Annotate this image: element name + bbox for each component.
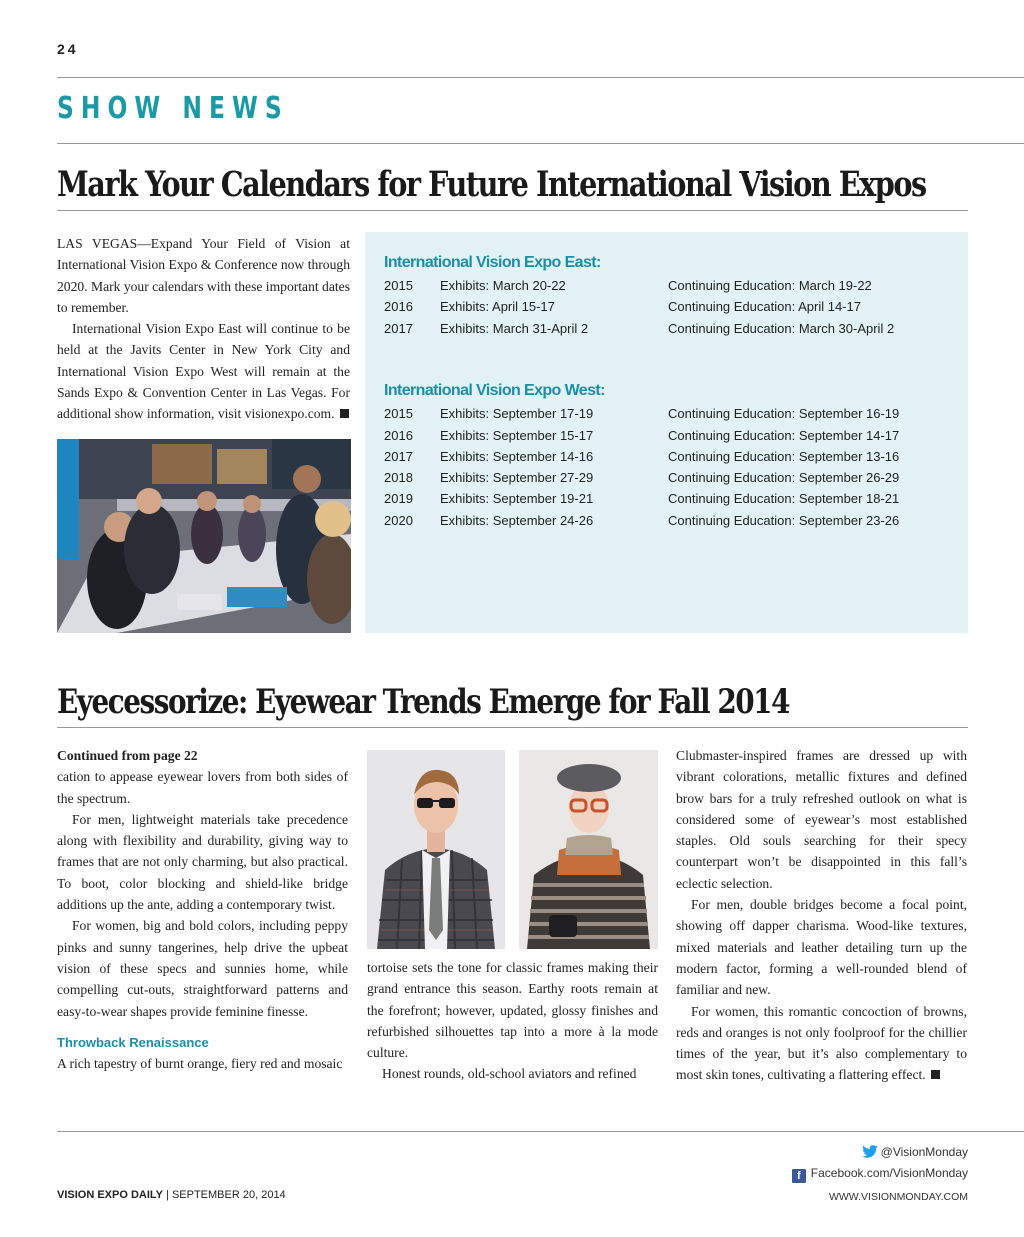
womens-eyewear-illustration bbox=[519, 750, 658, 949]
article2-column-1 bbox=[57, 745, 348, 1074]
education-dates: Continuing Education: September 23-26 bbox=[668, 513, 900, 528]
year: 2017 bbox=[384, 449, 413, 464]
facebook-link-text: Facebook.com/VisionMonday bbox=[810, 1166, 968, 1180]
west-row bbox=[384, 470, 964, 491]
col1-paragraph: For men, lightweight materials take precedence along with flexibility and durability, giving way to frames that are not only charming, but also practical. To boot, color blocking and shield-like bridge additions up the ante, adding a contemporary twist. bbox=[57, 811, 348, 913]
exhibits-dates: Exhibits: September 17-19 bbox=[440, 406, 594, 421]
education-dates: Continuing Education: September 16-19 bbox=[668, 406, 900, 421]
twitter-handle[interactable] bbox=[862, 1145, 968, 1159]
womens-eyewear-photo bbox=[519, 750, 658, 949]
article2-column-3 bbox=[676, 745, 967, 1086]
east-row bbox=[384, 299, 964, 320]
exhibits-dates: Exhibits: April 15-17 bbox=[440, 299, 555, 314]
section-rule bbox=[57, 143, 1024, 144]
mens-eyewear-photo bbox=[367, 750, 505, 949]
col2-paragraph: tortoise sets the tone for classic frames making their grand entrance this season. Earthy roots remain at the forefront; however, updated, glossy finishes and refurbished silhouettes tap into a more à la mode culture. bbox=[367, 960, 658, 1061]
east-row bbox=[384, 278, 964, 299]
education-dates: Continuing Education: September 14-17 bbox=[668, 428, 900, 443]
education-dates: Continuing Education: April 14-17 bbox=[668, 299, 861, 314]
year: 2017 bbox=[384, 321, 413, 336]
education-dates: Continuing Education: September 26-29 bbox=[668, 470, 900, 485]
intro-paragraph-2: International Vision Expo East will continue to be held at the Javits Center in New York City and International Vision Expo West will remain at the Sands Expo & Convention Center in Las Vegas. For additional show information, visit visionexpo.com. bbox=[57, 321, 350, 422]
west-row bbox=[384, 513, 964, 534]
footer-rule bbox=[57, 1131, 1024, 1132]
west-row bbox=[384, 406, 964, 427]
expo-dates-box bbox=[365, 232, 968, 633]
col3-paragraph: Clubmaster-inspired frames are dressed up with vibrant colorations, metallic fixtures and defined brow bars for a truly refreshed outlook on what is considered some of eyewear’s most established staples. Old souls searching for their specy counterpart won’t be disappointed in this fall’s eclectic selection. bbox=[676, 748, 967, 891]
year: 2019 bbox=[384, 491, 413, 506]
west-row bbox=[384, 491, 964, 512]
col1-paragraph: A rich tapestry of burnt orange, fiery red and mosaic bbox=[57, 1055, 343, 1071]
year: 2016 bbox=[384, 299, 413, 314]
education-dates: Continuing Education: March 30-April 2 bbox=[668, 321, 895, 336]
publication-date: SEPTEMBER 20, 2014 bbox=[171, 1189, 286, 1201]
education-dates: Continuing Education: September 13-16 bbox=[668, 449, 900, 464]
col1-paragraph: For women, big and bold colors, including peppy pinks and sunny tangerines, help drive the upbeat vision of these specs and sunnies home, while compelling cut-outs, straightforward patterns and easy-to-wear shapes provide feminine finesse. bbox=[57, 918, 348, 1019]
education-dates: Continuing Education: September 18-21 bbox=[668, 491, 900, 506]
col3-paragraph: For women, this romantic concoction of browns, reds and oranges is not only foolproof for the chillier times of the year, but it’s also complementary to most skin tones, cultivating a flattering effect. bbox=[676, 1003, 967, 1083]
footer-brand bbox=[57, 1189, 286, 1201]
exhibits-dates: Exhibits: September 14-16 bbox=[440, 449, 594, 464]
header-rule bbox=[57, 77, 1024, 78]
col1-paragraph: cation to appease eyewear lovers from both sides of the spectrum. bbox=[57, 769, 348, 806]
footer-separator: | bbox=[166, 1189, 172, 1201]
year: 2015 bbox=[384, 278, 413, 293]
twitter-icon bbox=[862, 1145, 878, 1158]
exhibits-dates: Exhibits: September 24-26 bbox=[440, 513, 594, 528]
year: 2018 bbox=[384, 470, 413, 485]
publication-name: VISION EXPO DAILY bbox=[57, 1189, 163, 1201]
article1-intro bbox=[57, 233, 350, 425]
east-row bbox=[384, 321, 964, 342]
year: 2020 bbox=[384, 513, 413, 528]
year: 2016 bbox=[384, 428, 413, 443]
east-heading: International Vision Expo East: bbox=[384, 254, 601, 271]
year: 2015 bbox=[384, 406, 413, 421]
col3-paragraph: For men, double bridges become a focal point, showing off dapper charisma. Wood-like textures, mixed materials and leather detailing turn up the modern factor, forming a well-rounded blend of familiar and new. bbox=[676, 897, 967, 998]
expo-attendees-photo bbox=[57, 439, 351, 633]
end-mark-icon bbox=[340, 409, 349, 418]
continued-note: Continued from page 22 bbox=[57, 748, 198, 763]
article2-column-2 bbox=[367, 957, 658, 1085]
col2-paragraph: Honest rounds, old-school aviators and refined bbox=[382, 1066, 637, 1082]
west-row bbox=[384, 428, 964, 449]
exhibits-dates: Exhibits: September 19-21 bbox=[440, 491, 594, 506]
article1-headline: Mark Your Calendars for Future International Vision Expos bbox=[57, 164, 926, 205]
page-number: 24 bbox=[57, 41, 79, 57]
intro-paragraph-1: LAS VEGAS—Expand Your Field of Vision at International Vision Expo & Conference now through 2020. Mark your calendars with these important dates to remember. bbox=[57, 236, 350, 315]
education-dates: Continuing Education: March 19-22 bbox=[668, 278, 872, 293]
exhibits-dates: Exhibits: September 27-29 bbox=[440, 470, 594, 485]
expo-photo-illustration bbox=[57, 439, 351, 633]
article2-headline: Eyecessorize: Eyewear Trends Emerge for Fall 2014 bbox=[57, 682, 790, 722]
section-label: SHOW NEWS bbox=[57, 91, 289, 126]
article2-rule bbox=[57, 727, 968, 728]
exhibits-dates: Exhibits: September 15-17 bbox=[440, 428, 594, 443]
end-mark-icon bbox=[931, 1070, 940, 1079]
website-link[interactable]: WWW.VISIONMONDAY.COM bbox=[828, 1191, 968, 1203]
facebook-link[interactable] bbox=[792, 1166, 968, 1183]
exhibits-dates: Exhibits: March 20-22 bbox=[440, 278, 566, 293]
mens-eyewear-illustration bbox=[367, 750, 505, 949]
twitter-handle-text: @VisionMonday bbox=[880, 1145, 968, 1159]
facebook-icon: f bbox=[792, 1169, 806, 1183]
west-heading: International Vision Expo West: bbox=[384, 382, 605, 399]
west-row bbox=[384, 449, 964, 470]
headline-rule bbox=[57, 210, 968, 211]
exhibits-dates: Exhibits: March 31-April 2 bbox=[440, 321, 589, 336]
subhead-throwback: Throwback Renaissance bbox=[57, 1034, 209, 1050]
